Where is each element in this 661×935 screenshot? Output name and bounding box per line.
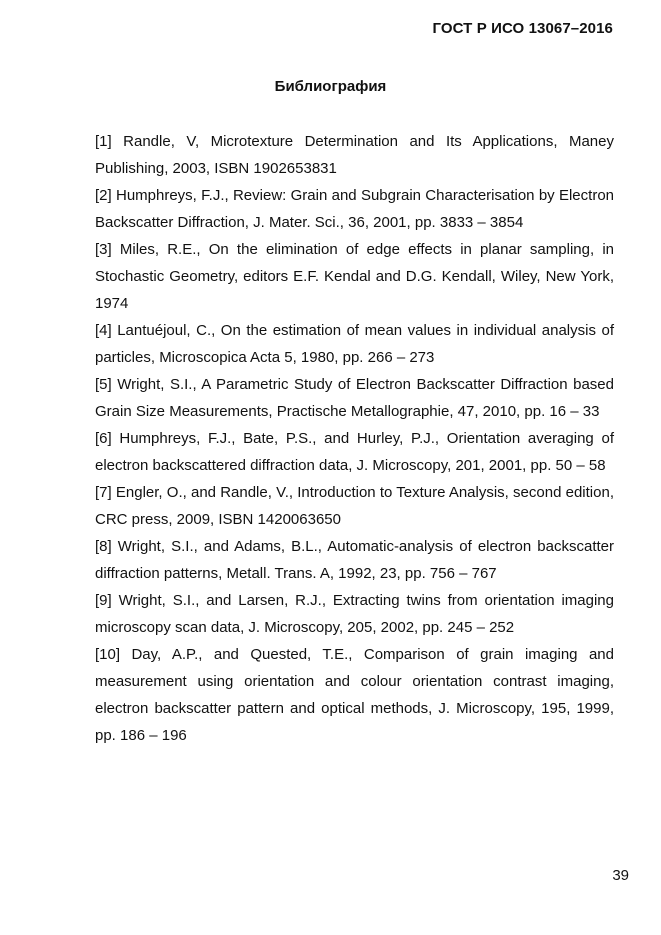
reference-item-8: [8] Wright, S.I., and Adams, B.L., Automatic-analysis of electron backscatter diffraction patterns, Metall. Trans. A, 1992, 23, pp. 756 – 767 <box>95 538 614 582</box>
reference-item-3: [3] Miles, R.E., On the elimination of edge effects in planar sampling, in Stochastic Geometry, editors E.F. Kendal and D.G. Kendall, Wiley, New York, 1974 <box>95 241 614 312</box>
reference-item-1: [1] Randle, V, Microtexture Determination and Its Applications, Maney Publishing, 2003, ISBN 1902653831 <box>95 133 614 177</box>
reference-item-10: [10] Day, A.P., and Quested, T.E., Comparison of grain imaging and measurement using orientation and colour orientation contrast imaging, electron backscatter pattern and optical methods, J. Microscopy, 195, 1999, pp. 186 – 196 <box>95 646 614 744</box>
bibliography-list <box>95 128 614 749</box>
reference-item-5: [5] Wright, S.I., A Parametric Study of Electron Backscatter Diffraction based Grain Size Measurements, Practische Metallographie, 47, 2010, pp. 16 – 33 <box>95 376 614 420</box>
reference-item-4: [4] Lantuéjoul, C., On the estimation of mean values in individual analysis of particles, Microscopica Acta 5, 1980, pp. 266 – 273 <box>95 322 614 366</box>
reference-item-9: [9] Wright, S.I., and Larsen, R.J., Extracting twins from orientation imaging microscopy scan data, J. Microscopy, 205, 2002, pp. 245 – 252 <box>95 592 614 636</box>
reference-item-6: [6] Humphreys, F.J., Bate, P.S., and Hurley, P.J., Orientation averaging of electron backscattered diffraction data, J. Microscopy, 201, 2001, pp. 50 – 58 <box>95 430 614 474</box>
reference-item-2: [2] Humphreys, F.J., Review: Grain and Subgrain Characterisation by Electron Backscatter Diffraction, J. Mater. Sci., 36, 2001, pp. 3833 – 3854 <box>95 187 614 231</box>
reference-item-7: [7] Engler, O., and Randle, V., Introduction to Texture Analysis, second edition, CRC press, 2009, ISBN 1420063650 <box>95 484 614 528</box>
standard-code: ГОСТ Р ИСО 13067–2016 <box>432 20 613 37</box>
page-title: Библиография <box>274 78 387 95</box>
page-number: 39 <box>612 867 629 884</box>
